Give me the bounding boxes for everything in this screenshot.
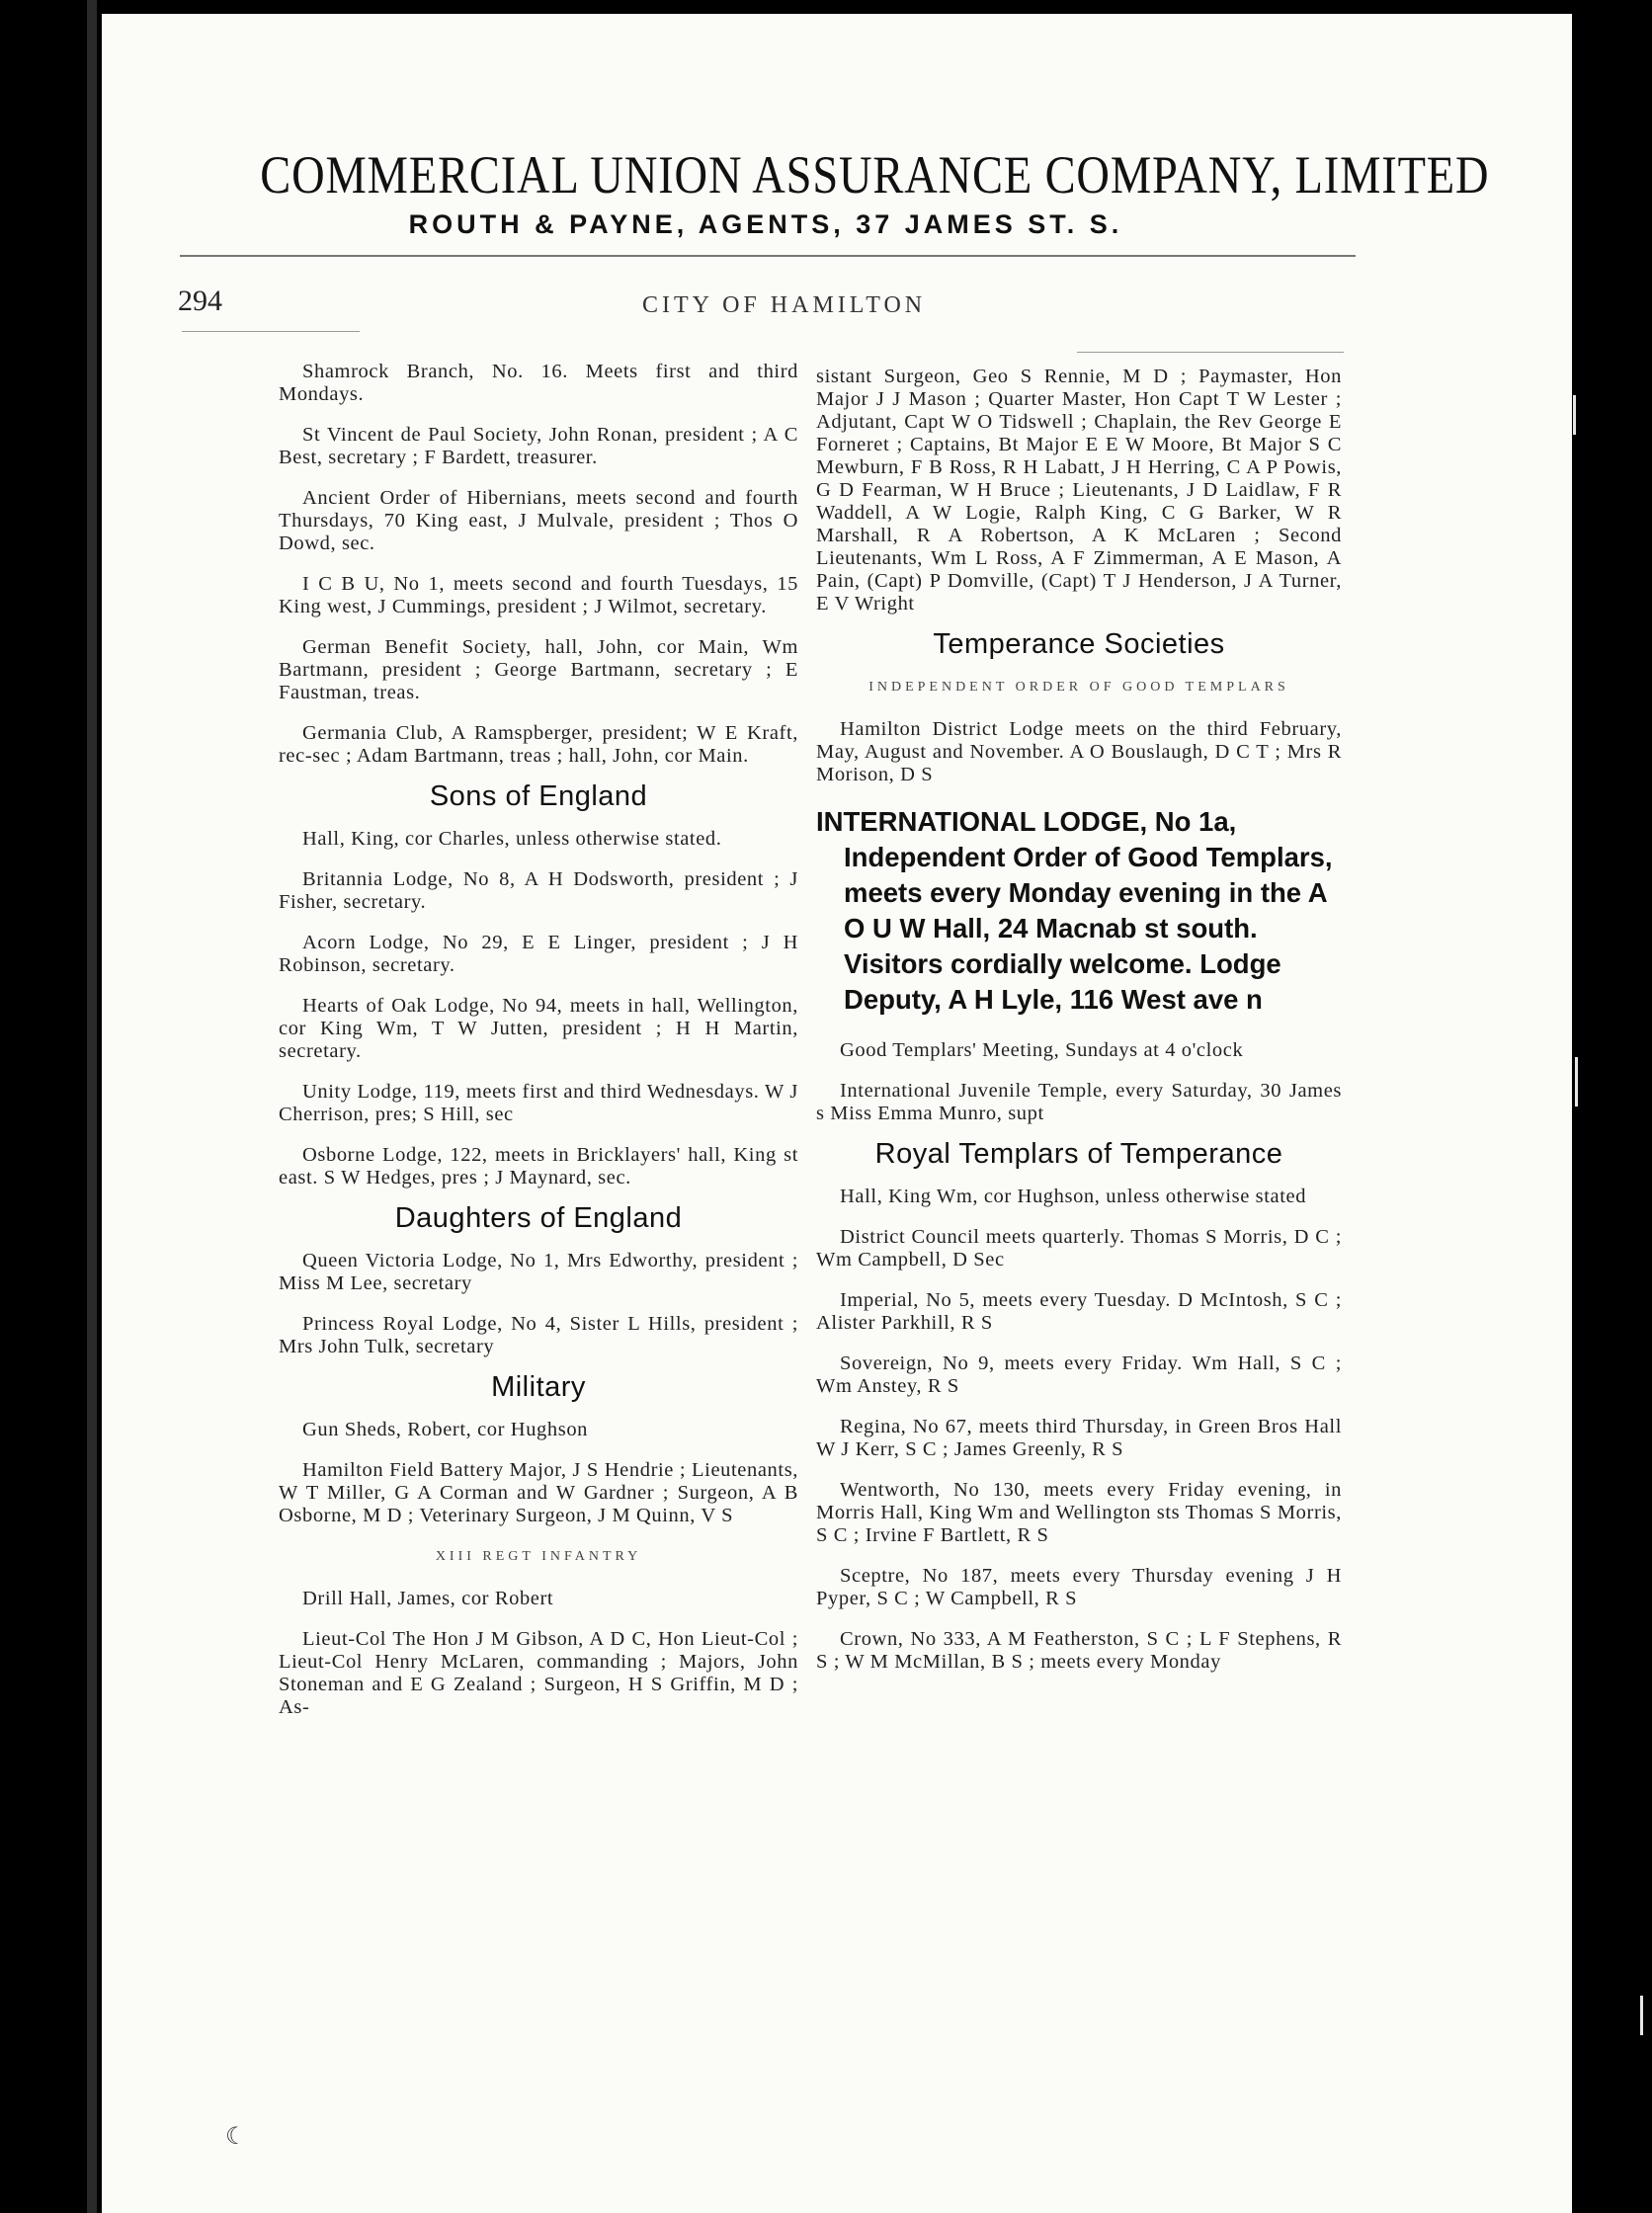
divider-rule — [1077, 352, 1344, 353]
section-heading: Sons of England — [429, 780, 648, 812]
directory-entry: Hall, King, cor Charles, unless otherwise stated. — [302, 828, 722, 850]
right-column — [816, 366, 1342, 1691]
divider-rule — [182, 331, 360, 332]
book-spine — [87, 0, 97, 2213]
header-rule — [180, 255, 1356, 257]
page-header — [178, 144, 1490, 240]
directory-entry: Acorn Lodge, No 29, E E Linger, president ; J H Robinson, secretary. — [279, 932, 798, 976]
directory-entry: Lieut-Col The Hon J M Gibson, A D C, Hon Lieut-Col ; Lieut-Col Henry McLaren, commanding ; Majors, John Stoneman and E G Zealand ; Surgeon, H S Griffin, M D ; As- — [279, 1628, 798, 1718]
directory-entry: Gun Sheds, Robert, cor Hughson — [302, 1419, 589, 1440]
header-subtitle: ROUTH & PAYNE, AGENTS, 37 JAMES ST. S. — [408, 209, 1123, 239]
directory-entry: Unity Lodge, 119, meets first and third Wednesdays. W J Cherrison, pres; S Hill, sec — [279, 1081, 798, 1125]
subsection-heading: INDEPENDENT ORDER OF GOOD TEMPLARS — [868, 680, 1289, 695]
section-heading: Royal Templars of Temperance — [874, 1138, 1283, 1170]
directory-entry: St Vincent de Paul Society, John Ronan, president ; A C Best, secretary ; F Bardett, treasurer. — [279, 424, 798, 468]
section-heading: Temperance Societies — [933, 628, 1225, 660]
directory-entry: Hall, King Wm, cor Hughson, unless otherwise stated — [840, 1186, 1307, 1207]
ink-mark: ☾ — [225, 2124, 247, 2150]
directory-entry: Hearts of Oak Lodge, No 94, meets in hall, Wellington, cor King Wm, T W Jutten, president ; H H Martin, secretary. — [279, 995, 798, 1062]
directory-entry: Regina, No 67, meets third Thursday, in Green Bros Hall W J Kerr, S C ; James Greenly, R S — [816, 1416, 1342, 1460]
header-title: COMMERCIAL UNION ASSURANCE COMPANY, LIMITED — [260, 145, 1490, 205]
advertisement-title: INTERNATIONAL LODGE, No 1a, — [816, 806, 1237, 837]
section-heading: Daughters of England — [394, 1202, 683, 1234]
directory-entry: Sovereign, No 9, meets every Friday. Wm Hall, S C ; Wm Anstey, R S — [816, 1352, 1342, 1397]
directory-entry: sistant Surgeon, Geo S Rennie, M D ; Paymaster, Hon Major J J Mason ; Quarter Master, Hon Capt T W Lester ; Adjutant, Capt W O Tidswell ; Chaplain, the Rev George E Forneret ; Captains, Bt Major E E W Moore, Bt Major S C Mewburn, F B Ross, R H Labatt, J H Herring, C A P Powis, G D Fearman, W H Bruce ; Lieutenants, J D Laidlaw, F R Waddell, A W Logie, Ralph King, C G Barker, W R Marshall, R A Robertson, A K McLaren ; Second Lieutenants, Wm L Ross, A F Zimmerman, A E Mason, A Pain, (Capt) P Domville, (Capt) T J Henderson, J A Turner, E V Wright — [816, 366, 1342, 615]
directory-entry: Britannia Lodge, No 8, A H Dodsworth, president ; J Fisher, secretary. — [279, 868, 798, 913]
directory-entry: Imperial, No 5, meets every Tuesday. D McIntosh, S C ; Alister Parkhill, R S — [816, 1289, 1342, 1334]
directory-entry: Princess Royal Lodge, No 4, Sister L Hills, president ; Mrs John Tulk, secretary — [279, 1313, 798, 1357]
page-number: 294 — [178, 285, 222, 317]
directory-entry: District Council meets quarterly. Thomas S Morris, D C ; Wm Campbell, D Sec — [816, 1226, 1342, 1270]
directory-entry: Osborne Lodge, 122, meets in Bricklayers' hall, King st east. S W Hedges, pres ; J Maynard, sec. — [279, 1144, 798, 1188]
directory-entry: Drill Hall, James, cor Robert — [302, 1588, 554, 1609]
left-column — [279, 361, 798, 1737]
subsection-heading: XIII REGT INFANTRY — [435, 1549, 642, 1564]
directory-entry: Ancient Order of Hibernians, meets second and fourth Thursdays, 70 King east, J Mulvale, president ; Thos O Dowd, sec. — [279, 487, 798, 554]
directory-entry: Hamilton District Lodge meets on the third February, May, August and November. A O Bouslaugh, D C T ; Mrs R Morison, D S — [816, 718, 1342, 785]
advertisement-body: Independent Order of Good Templars, meets every Monday evening in the A O U W Hall, 24 Macnab st south. Visitors cordially welcome. Lodge Deputy, A H Lyle, 116 West ave n — [844, 842, 1333, 1015]
directory-entry: German Benefit Society, hall, John, cor Main, Wm Bartmann, president ; George Bartmann, secretary ; E Faustman, treas. — [279, 636, 798, 703]
directory-entry: Sceptre, No 187, meets every Thursday evening J H Pyper, S C ; W Campbell, R S — [816, 1565, 1342, 1609]
directory-entry: Wentworth, No 130, meets every Friday evening, in Morris Hall, King Wm and Wellington sts Thomas S Morris, S C ; Irvine F Bartlett, R S — [816, 1479, 1342, 1546]
directory-entry: Crown, No 333, A M Featherston, S C ; L F Stephens, R S ; W M McMillan, B S ; meets every Monday — [816, 1628, 1342, 1673]
directory-entry: Shamrock Branch, No. 16. Meets first and third Mondays. — [279, 361, 798, 405]
directory-entry: Hamilton Field Battery Major, J S Hendrie ; Lieutenants, W T Miller, G A Corman and W Gardner ; Surgeon, A B Osborne, M D ; Veterinary Surgeon, J M Quinn, V S — [279, 1459, 798, 1526]
directory-entry: International Juvenile Temple, every Saturday, 30 James s Miss Emma Munro, supt — [816, 1080, 1342, 1124]
directory-entry: Queen Victoria Lodge, No 1, Mrs Edworthy, president ; Miss M Lee, secretary — [279, 1250, 798, 1294]
section-heading: Military — [491, 1371, 586, 1403]
running-head: CITY OF HAMILTON — [642, 292, 927, 318]
directory-entry: I C B U, No 1, meets second and fourth Tuesdays, 15 King west, J Cummings, president ; J Wilmot, secretary. — [279, 573, 798, 617]
advertisement-entry — [816, 804, 1342, 1018]
page-edge — [1573, 0, 1652, 2213]
directory-entry: Good Templars' Meeting, Sundays at 4 o'clock — [840, 1039, 1244, 1061]
directory-entry: Germania Club, A Ramspberger, president; W E Kraft, rec-sec ; Adam Bartmann, treas ; hall, John, cor Main. — [279, 722, 798, 767]
